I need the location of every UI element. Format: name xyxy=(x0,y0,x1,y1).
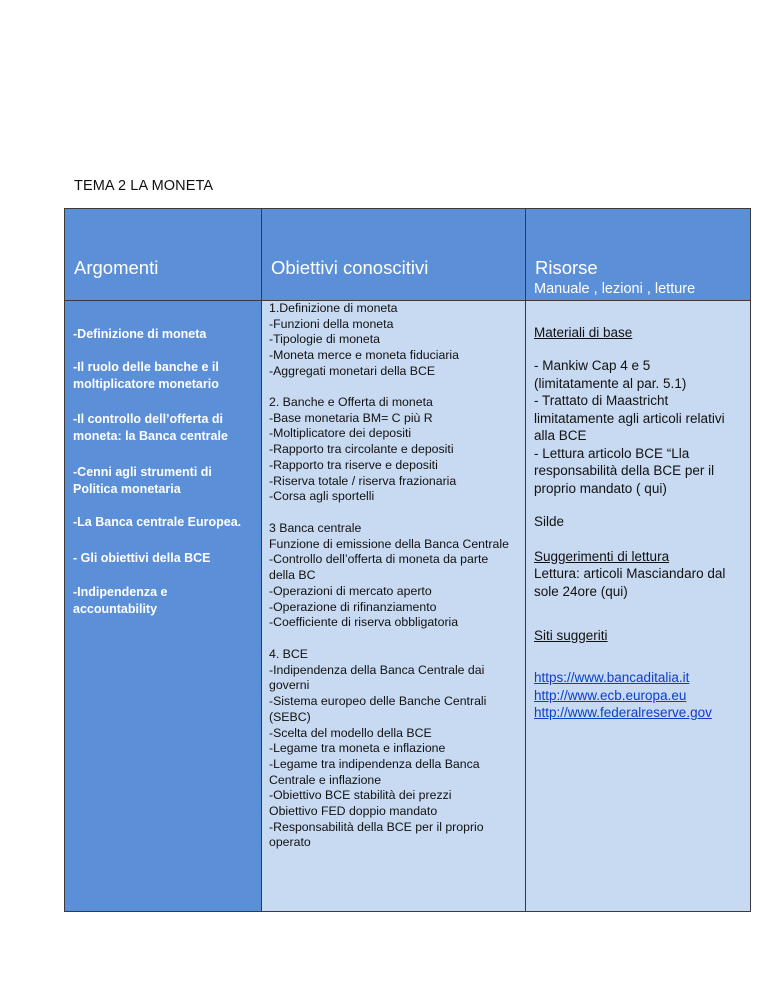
topics-table xyxy=(64,208,751,912)
objective-block: 1.Definizione di moneta -Funzioni della moneta -Tipologie di moneta -Moneta merce e moneta fiduciaria -Aggregati monetari della BCE xyxy=(269,301,460,378)
slide-label: Silde xyxy=(534,514,565,529)
link-bancaditalia[interactable]: https://www.bancaditalia.it xyxy=(534,670,690,685)
header-risorse xyxy=(525,209,750,301)
header-risorse-label: Risorse xyxy=(535,257,598,278)
suggerimenti-heading: Suggerimenti di lettura xyxy=(534,549,670,564)
header-argomenti-label: Argomenti xyxy=(74,257,159,278)
topic-item: -Cenni agli strumenti di Politica monetaria xyxy=(73,465,212,496)
objective-block: 3 Banca centrale Funzione di emissione della Banca Centrale -Controllo dell’offerta di moneta da parte della BC -Operazioni di mercato aperto -Operazione di rifinanziamento -Coefficiente di riserva obbligatoria xyxy=(269,521,509,630)
topic-item: -La Banca centrale Europea. xyxy=(73,515,242,529)
topic-item: -Definizione di moneta xyxy=(73,327,207,341)
links-list xyxy=(534,669,749,722)
risorse-column xyxy=(525,301,750,911)
topic-item: -Indipendenza e accountability xyxy=(73,585,168,616)
header-argomenti xyxy=(65,209,261,301)
siti-heading: Siti suggeriti xyxy=(534,628,608,643)
header-obiettivi xyxy=(261,209,525,301)
link-federalreserve[interactable]: http://www.federalreserve.gov xyxy=(534,705,712,720)
materiali-list: - Mankiw Cap 4 e 5 (limitatamente al par. 5.1) - Trattato di Maastricht limitatamente agli articoli relativi alla BCE - Lettura articolo BCE “Lla responsabilità della BCE per il proprio mandato ( qui) xyxy=(534,358,725,496)
header-obiettivi-label: Obiettivi conoscitivi xyxy=(271,257,429,278)
argomenti-column xyxy=(65,301,261,911)
materiali-heading: Materiali di base xyxy=(534,325,633,340)
obiettivi-column xyxy=(261,301,525,911)
suggerimenti-list: Lettura: articoli Masciandaro dal sole 24ore (qui) xyxy=(534,566,726,599)
document-title: TEMA 2 LA MONETA xyxy=(74,178,214,194)
topic-item: -Il ruolo delle banche e il moltiplicatore monetario xyxy=(73,360,219,391)
topic-item: -Il controllo dell’offerta di moneta: la Banca centrale xyxy=(73,412,228,443)
objective-block: 4. BCE -Indipendenza della Banca Centrale dai governi -Sistema europeo delle Banche Centrali (SEBC) -Scelta del modello della BCE -Legame tra moneta e inflazione -Legame tra indipendenza della Banca Centrale e inflazione -Obiettivo BCE stabilità dei prezzi Obiettivo FED doppio mandato -Responsabilità della BCE per il proprio operato xyxy=(269,647,487,850)
link-ecb[interactable]: http://www.ecb.europa.eu xyxy=(534,687,687,703)
topic-item: - Gli obiettivi della BCE xyxy=(73,551,211,565)
objective-block: 2. Banche e Offerta di moneta -Base monetaria BM= C più R -Moltiplicatore dei depositi -Rapporto tra circolante e depositi -Rapporto tra riserve e depositi -Riserva totale / riserva frazionaria -Corsa agli sportelli xyxy=(269,395,457,504)
header-risorse-subtitle: Manuale , lezioni , letture xyxy=(534,281,696,297)
